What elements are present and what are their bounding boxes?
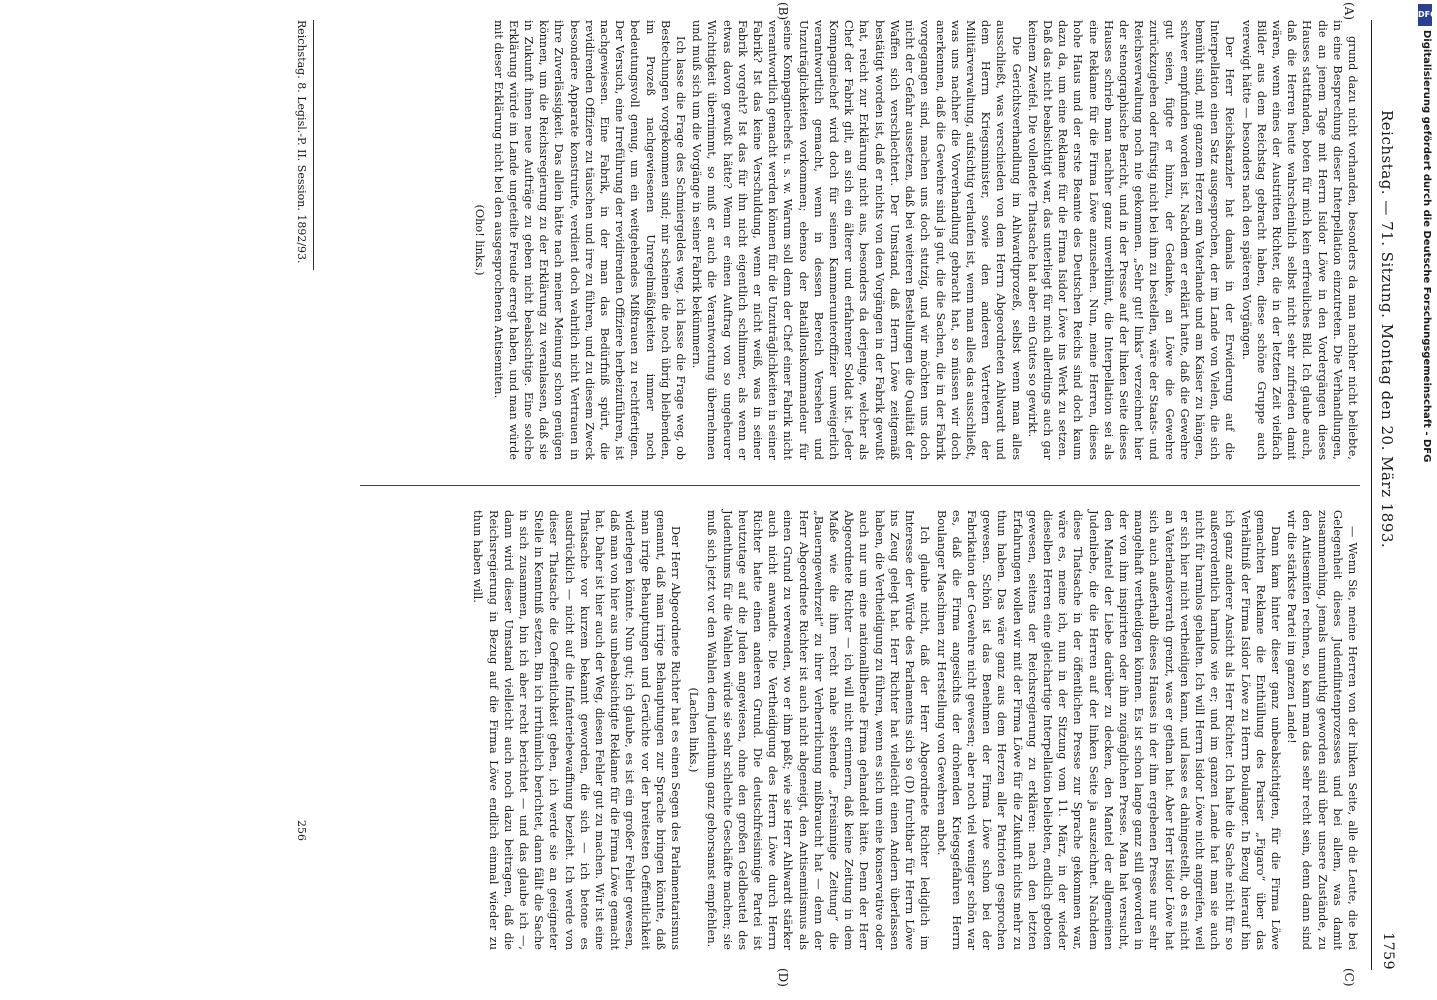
footer-reference: Reichstag. 8. Legisl.-P. II. Session. 1892/93. — [295, 20, 308, 264]
page-title: Reichstag. — 71. Sitzung. Montag den 20. März 1893. — [1378, 110, 1396, 549]
right-paragraph-1: — Wenn Sie, meine Herren von der linken Seite, alle die Leute, die bei Gelegenheit dieses Judenflintenprozesses und bei allem, was damit zusammenhing, jemals unmuthig geworden sind über unsere Zustände, zu den Antisemiten rechnen, so kann man das sehr recht sein, denn dann sind wir die stärkste Partei im ganzen Lande! — [1285, 510, 1359, 950]
dfg-logo: DFG — [1418, 4, 1432, 26]
left-paragraph-2: Der Herr Reichskanzler hat damals in der Erwiderung auf die Interpellation einen Satz ausgesprochen, der im Lande von Vielen, die sich bemüht sind, mit ganzem Herzen am Vaterlande und am Kaiser zu hängen, schwer empfunden worden ist. Nachdem er erklärt hatte, daß die Gewehre gut seien, fügte er hinzu, der Gedanke, an Löwe die Gewehre zurückzugeben oder fürstig nicht bei ihm zu bestellen, wäre der Staats- und Reichsverwaltung noch nie gekommen. „Sehr gut! links“ verzeichnet hier der stenographische Bericht, und in der Presse auf der linken Seite dieses Hauses schrieb man nachher ganz unverblümt, die Interpellation sei als eine Reklame für die Firma Löwe anzusehen. Nun, meine Herren, dieses hohe Haus und der erste Beamte des Deutschen Reichs sind doch kaum dazu da, um eine Reklame für die Firma Isidor Löwe ins Werk zu setzen. Daß das nicht beabsichtigt war, das unterliegt für mich allerdings auch gar keinem Zweifel. Die vollendete Thatsache hat aber ein Gutes so gewirkt. — [1025, 20, 1237, 460]
right-paragraph-4: Der Herr Abgeordnete Richter hat es einen Segen des Parlamentarismus genannt, daß man irrige Behauptungen zur Sprache bringen könnte, daß man irrige Behauptungen und Gerüchte vor der breitesten Oeffentlichkeit widerlegen könnte. Nun gut; ich glaube, es ist ein großer Fehler gewesen, daß man von hier aus unbeabsichtigte Reklame für die Firma Löwe gemacht hat. Daher ist hier auch der Weg, diesen Fehler gut zu machen. Wir ist eine Thatsache vor kurzem bekannt geworden, die sich — ich betone es ausdrücklich — nicht auf die Infanteriebewaffnung bezieht. Ich werde von dieser Thatsache die Oeffentlichkeit geben, ich werde sie an geeigneter Stelle in Kenntniß setzen. Bin ich irrthümlich berichtet, dann fällt die Sache in sich zusammen, bin ich aber recht berichtet — und das glaube ich —, dann wird dieser Umstand vielleicht auch noch dazu beitragen, daß die Reichsregierung in Bezug auf die Firma Löwe endlich einmal wieder zu thun haben will. — [471, 510, 683, 950]
right-paragraph-2: Dann kam hinter dieser ganz unbeabsichtigten, für die Firma Löwe gemachten Reklame die Enthüllung des Pariser „Figaro“ über das Verhältniß der Firma Isidor Löwe zu Herrn Boulanger. In Bezug hierauf bin ich ganz anderer Ansicht als Herr Richter. Ich halte die Sache nicht für so außerordentlich harmlos wie er; und im ganzen Lande hat man sie auch nicht für harmlos gehalten. Ich will Herrn Isidor Löwe nicht angreifen, weil er sich hier nicht vertheidigen kann, und lasse es dahingestellt, ob es nicht an Vaterlandsverrath grenzt, was er gethan hat. Aber Herr Isidor Löwe hat sich auch außerhalb dieses Hauses in der ihm ergebenen Presse nur sehr mangelhaft vertheidigen können. Es ist schon lange ganz still geworden in der von ihm inspirirten oder ihm zugänglichen Presse. Man hat versucht, den Mantel der Liebe darüber zu decken, den Mantel der allgemeinen Judenliebe, die die Herren auf der linken Seite ja auszeichnet. Nachdem diese Thatsache in der öffentlichen Presse zur Sprache gekommen war, wäre es, meine ich, nun in der Sitzung vom 11. März, in der wieder dieselben Herren eine gleichartige Interpellation beliebten, endlich geboten gewesen, seitens der Reichsregierung zu erklären: nach den letzten Erfahrungen wollen wir mit der Firma Löwe für die Zukunft nichts mehr zu thun haben. Das wäre ganz aus dem Herzen aller Patrioten gesprochen gewesen. Schön ist das Benehmen der Firma Löwe schon bei der Fabrikation der Gewehre nicht gewesen; aber noch viel weniger schön war es, daß die Firma angesichts der drohenden Kriegsgefahren Herrn Boulanger Maschinen zur Herstellung von Gewehren anbot. — [934, 510, 1282, 950]
footer-rule — [313, 20, 314, 270]
page-number: 1759 — [1380, 932, 1396, 970]
right-column — [469, 510, 1360, 950]
right-interjection: (Lachen links.) — [687, 687, 701, 773]
digitization-credit — [1418, 0, 1437, 1000]
margin-marker-c: (C) — [1342, 968, 1356, 987]
column-divider — [360, 485, 1360, 486]
left-paragraph-3: Die Gerichtsverhandlung im Ahlwardtprozeß, selbst wenn man alles ausschließt, was verschieden von dem Herrn Abgeordneten Ahlwardt und dem Herrn Kriegsminister, sowie den anderen Vertretern der Militärverwaltung, aufsichtig verlaufen ist, wenn man alles das ausschließt, was uns nachher die Vorverhandlung gebracht hat, so müssen wir doch anerkennen, daß die Gewehre sind ja gut, die die Sachen, die in der Fabrik vorgegangen sind, machen uns doch stutzig, und wir möchten uns doch nicht der Gefahr aussetzen, daß bei weiteren Bestellungen die Qualität der Waffen sich verschlechtert. Der Umstand, daß Herrn Löwe zeitgemäß bestätigt worden ist, daß er nichts von den Vorgängen in der Fabrik gewußt hat, reicht zur Erklärung nicht aus, besonders da derjenige, welcher als Chef der Fabrik gilt, an sich ein älterer und erfahrener Soldat ist. Jeder Kompagniechef wird doch für seinen Kammerunteroffizier unweigerlich verantwortlich gemacht, wenn in dessen Bereich Versehen und Unzuträglichkeiten vorkommen; ebenso der Bataillonskommandeur für seine Kompagniechefs u. s. w. Warum soll denn der Chef einer Fabrik nicht verantwortlich gemacht werden können für die Unzuträglichkeiten in seiner Fabrik? Ist das keine Verschuldung, wenn er nicht weiß, was in seiner Fabrik vorgeht? Ist das für ihn nicht eigentlich schlimmer, als wenn er etwas davon gewußt hätte? Wenn er einen Auftrag von so ungeheurer Wichtigkeit übernimmt, so muß er auch die Verantwortung übernehmen und muß sich um die Vorgänge in seiner Fabrik bekümmern. — [690, 20, 1023, 460]
margin-marker-a: (A) — [1342, 2, 1356, 21]
left-interjection: (Oho! links.) — [473, 204, 487, 276]
margin-marker-d: (D) — [776, 968, 790, 987]
footer-signature: 256 — [295, 820, 308, 841]
header-rule — [1371, 20, 1372, 970]
credit-text: Digitalisierung gefördert durch die Deutsche Forschungsgemeinschaft - DFG — [1421, 30, 1432, 463]
left-paragraph-4: Ich lasse die Frage des Schmiergeldes weg, ich lasse die Frage weg, ob Bestechungen vorgekommen sind; mir scheinen die noch übrig bleibenden, im Prozeß nachgewiesenen Unregelmäßigkeiten immer noch bedeutungsvoll genug, um ein weitgehendes Mißtrauen zu rechtfertigen. Der Versuch, eine Irreführung der revidirenden Offiziere herbeizuführen, ist nachgewiesen. Eine Fabrik, in der man das Bedürfniß spürt, die revidirenden Offiziere zu täuschen und irre zu führen, und zu diesem Zweck besondere Apparate konstruirte, verdient doch wahrlich nicht Vertrauen in ihre Zuverlässigkeit. Das allein hätte nach meiner Meinung schon genügen können, um die Reichsregierung zu der Erklärung zu veranlassen, daß sie in Zukunft ihnen neue Aufträge zu geben nicht beabsichtige. Eine solche Erklärung würde im Lande ungeteilte Freude erregt haben, und man würde mit dieser Erklärung nicht bei den ausgesprochenen Antisemiten. — [491, 20, 688, 460]
right-paragraph-3: Ich glaube nicht, daß der Herr Abgeordnete Richter lediglich im Interesse der Würde des Parlaments sich so (D) furchtbar für Herrn Löwe ins Zeug gelegt hat. Herr Richter hat vielleicht einen Andern überlassen haben, die Vertheidigung zu führen, wenn es sich um eine konservative oder auch nur um eine nationalliberale Firma gehandelt hätte. Denn der Herr Abgeordnete Richter — ich will nicht erinnern, daß keine Zeitung in dem Maße wie die ihm recht nahe stehende „Freisinnige Zeitung“ die „Bauerngewehrzeit“ zu ihrer Verherrlichung mißbraucht hat — denn der Herr Abgeordnete Richter ist auch nicht abgeneigt, den Antisemitismus als einen Grund zu verwenden, wo er ihm paßt; wie sie Herr Ahlwardt stärker auch nicht anwandte. Die Vertheidigung des Herrn Löwe durch Herrn Richter hatte einen anderen Grund. Die deutschfreisinnige Partei ist heutzutage auf die Juden angewiesen, ohne den großen Geldbeutel des Judenthums für die Wahlen würde sie sehr schlechte Geschäfte machen; sie muß sich jetzt vor den Wahlen dem Judenthum ganz gehorsamst empfehlen. — [705, 510, 932, 950]
page-header — [1374, 20, 1396, 970]
margin-marker-b: (B) — [776, 2, 790, 21]
left-column — [469, 20, 1360, 460]
left-paragraph-1: grund dazu nicht vorhanden, besonders da man nachher nicht beliebte, in eine Besprechung dieser Interpellation einzutreten. Die Verhandlungen, die an jenem Tage mit Herrn Isidor Löwe in den Vordergängen dieses Hauses stattfanden, boten für mich kein erfreuliches Bild. Ich glaube auch, daß die Herren heute wahrscheinlich selbst nicht sehr zufrieden damit wären, wenn eines der Austritten Richter, die in der letzten Zeit vielfach Bilder aus dem Reichstag gebracht haben, diese schöne Gruppe auch verewigt hätte — besonders nach den späteren Vorgängen. — [1239, 20, 1359, 460]
